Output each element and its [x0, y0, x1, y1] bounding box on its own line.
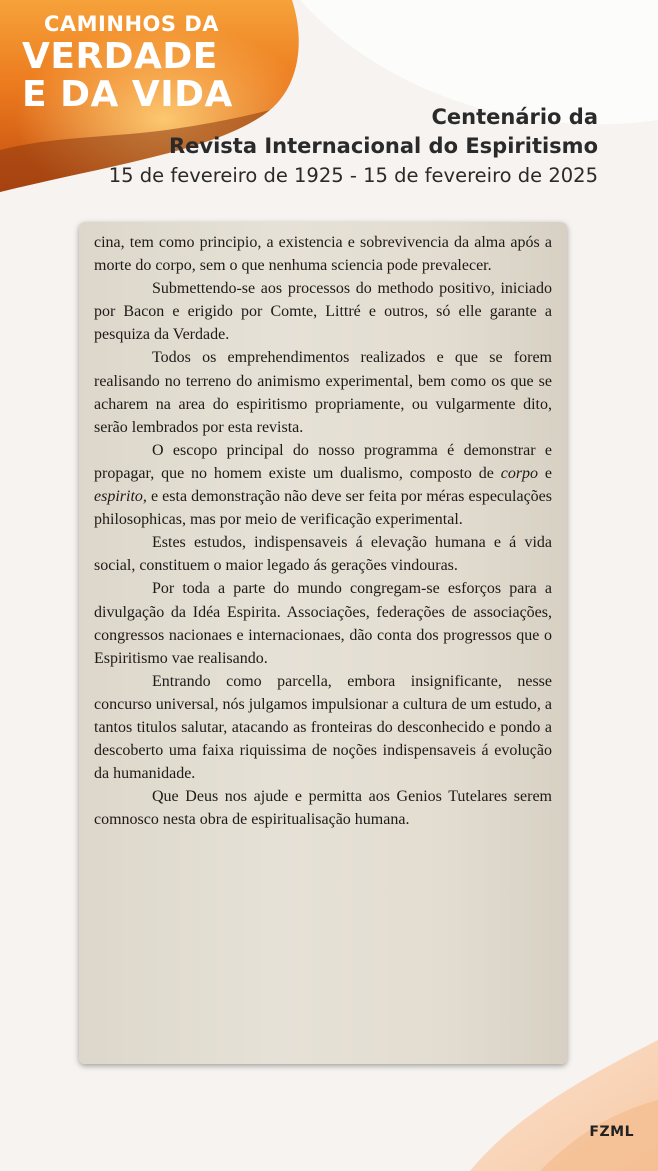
brand-signature: FZML: [589, 1124, 634, 1140]
article-word-corpo: corpo: [500, 464, 539, 482]
logo-line-3: E DA VIDA: [22, 74, 233, 115]
article-paragraph-4: [94, 439, 552, 531]
logo-line-2: VERDADE: [22, 36, 218, 77]
article-paragraph-4-part-2: e: [538, 464, 552, 482]
article-text: [94, 231, 552, 831]
headline-dates: 15 de fevereiro de 1925 - 15 de fevereiro de 2025: [108, 164, 598, 187]
headline-title-line-1: Centenário da: [431, 105, 598, 129]
article-paragraph-2: Submettendo-se aos processos do methodo positivo, iniciado por Bacon e erigido por Comte, Littré e outros, só elle garante a pesquiza da Verdade.: [94, 280, 552, 344]
article-paragraph-6: Por toda a parte do mundo congregam-se esforços para a divulgação da Idéa Espirita. Associações, federações de associações, congressos nacionaes e internacionaes, dão conta dos progressos que o Espiritismo vae realisando.: [94, 580, 552, 667]
article-paragraph-7: Entrando como parcella, embora insignificante, nesse concurso universal, nós julgamos impulsionar a cultura de um estudo, a tantos titulos salutar, atacando as fronteiras do desconhecido e pondo a descoberto uma faixa riquissima de noções indispensaveis á evolução da humanidade.: [94, 672, 552, 783]
article-word-espirito: espirito: [94, 488, 143, 506]
logo-wordmark: [22, 14, 233, 113]
logo-line-1: CAMINHOS DA: [44, 12, 219, 36]
article-paragraph-4-part-3: , e esta demonstração não deve ser feita por méras especulações philosophicas, mas por meio de verificação experimental.: [94, 488, 552, 529]
scanned-article: [79, 222, 567, 1064]
article-paragraph-4-part-1: O escopo principal do nosso programma é demonstrar e propagar, que no homem existe um dualismo, composto de: [94, 441, 552, 482]
article-paragraph-1: cina, tem como principio, a existencia e sobrevivencia da alma após a morte do corpo, sem o que nenhuma sciencia pode prevalecer.: [94, 234, 552, 275]
article-paragraph-3: Todos os emprehendimentos realizados e que se forem realisando no terreno do animismo experimental, bem como os que se acharem na area do espiritismo propriamente, ou vulgarmente dito, serão lembrados por esta revista.: [94, 349, 552, 436]
headline: [109, 103, 598, 191]
article-paragraph-5: Estes estudos, indispensaveis á elevação humana e á vida social, constituem o maior legado ás gerações vindouras.: [94, 534, 552, 575]
article-paragraph-8: Que Deus nos ajude e permitta aos Genios Tutelares serem comnosco nesta obra de espiritualisação humana.: [94, 788, 552, 829]
headline-title-line-2: Revista Internacional do Espiritismo: [169, 134, 598, 158]
